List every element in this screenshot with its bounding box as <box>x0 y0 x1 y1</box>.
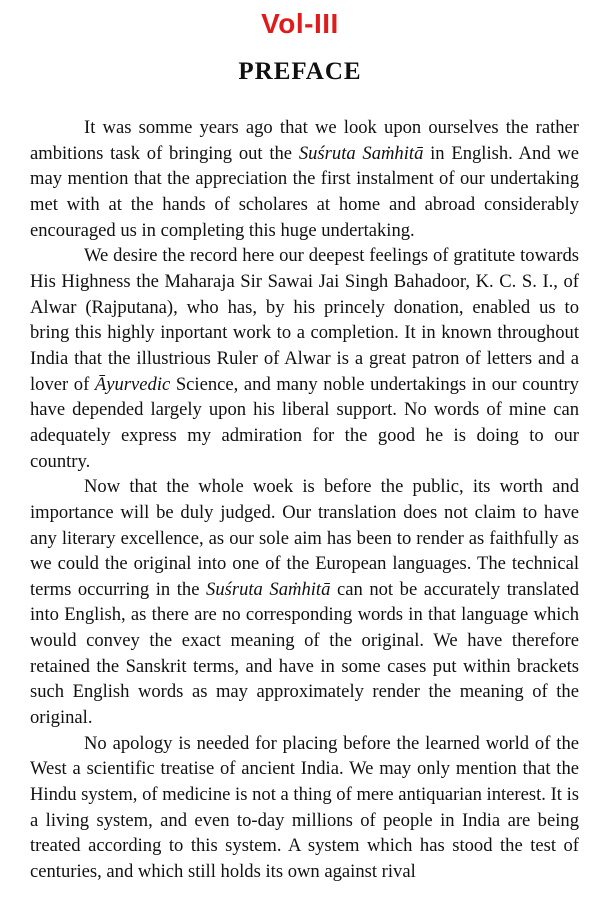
ayurvedic-italic: Āyurvedic <box>94 373 171 395</box>
paragraph-3-text-a: Now that the whole woek is before the public, its worth and importance will be duly judged. Our translation does not claim to have any literary excellence, as our sole aim has been to render as faithfully as we could the original into one of the European languages. The technical terms occurring in the <box>30 476 579 600</box>
volume-heading: Vol-III <box>261 8 339 39</box>
paragraph-2-text-b: Science, and many noble undertakings in our country have depended largely upon his liberal support. No words of mine can adequately express my admiration for the good he is doing to our country. <box>30 373 579 472</box>
book-title-italic: Suśruta Saṁhitā <box>298 142 424 164</box>
paragraph-1 <box>30 115 579 243</box>
paragraph-1-text-b: in English. And we may mention that the appreciation the first instalment of our undertaking met with at the hands of scholares at home and abroad considerably encouraged us in completing this huge undertaking. <box>30 142 580 241</box>
paragraph-4: No apology is needed for placing before the learned world of the West a scientific treatise of ancient India. We may only mention that the Hindu system, of medicine is not a thing of mere antiquarian interest. It is a living system, and even to-day millions of people in India are being treated according to this system. A system which has stood the test of centuries, and which still holds its own against rival <box>30 732 579 883</box>
paragraph-3-text-b: can not be accurately translated into English, as there are no corresponding words in that language which would convey the exact meaning of the original. We have therefore retained the Sanskrit terms, and have in some cases put within brackets such English words as may approximately render the meaning of the original. <box>30 578 580 729</box>
paragraph-3 <box>30 474 579 731</box>
preface-heading: PREFACE <box>238 58 362 85</box>
book-title-italic: Suśruta Saṁhitā <box>206 578 331 600</box>
paragraph-2 <box>30 243 579 474</box>
preface-body <box>30 115 579 885</box>
paragraph-1-text-a: It was somme years ago that we look upon ourselves the rather ambitions task of bringing out the <box>30 117 579 164</box>
paragraph-2-text-a: We desire the record here our deepest feelings of gratitute towards His Highness the Maharaja Sir Sawai Jai Singh Bahadoor, K. C. S. I., of Alwar (Rajputana), who has, by his princely donation, enabled us to bring this highly inportant work to a completion. It in known throughout India that the illustrious Ruler of Alwar is a great patron of letters and a lover of <box>30 245 579 395</box>
